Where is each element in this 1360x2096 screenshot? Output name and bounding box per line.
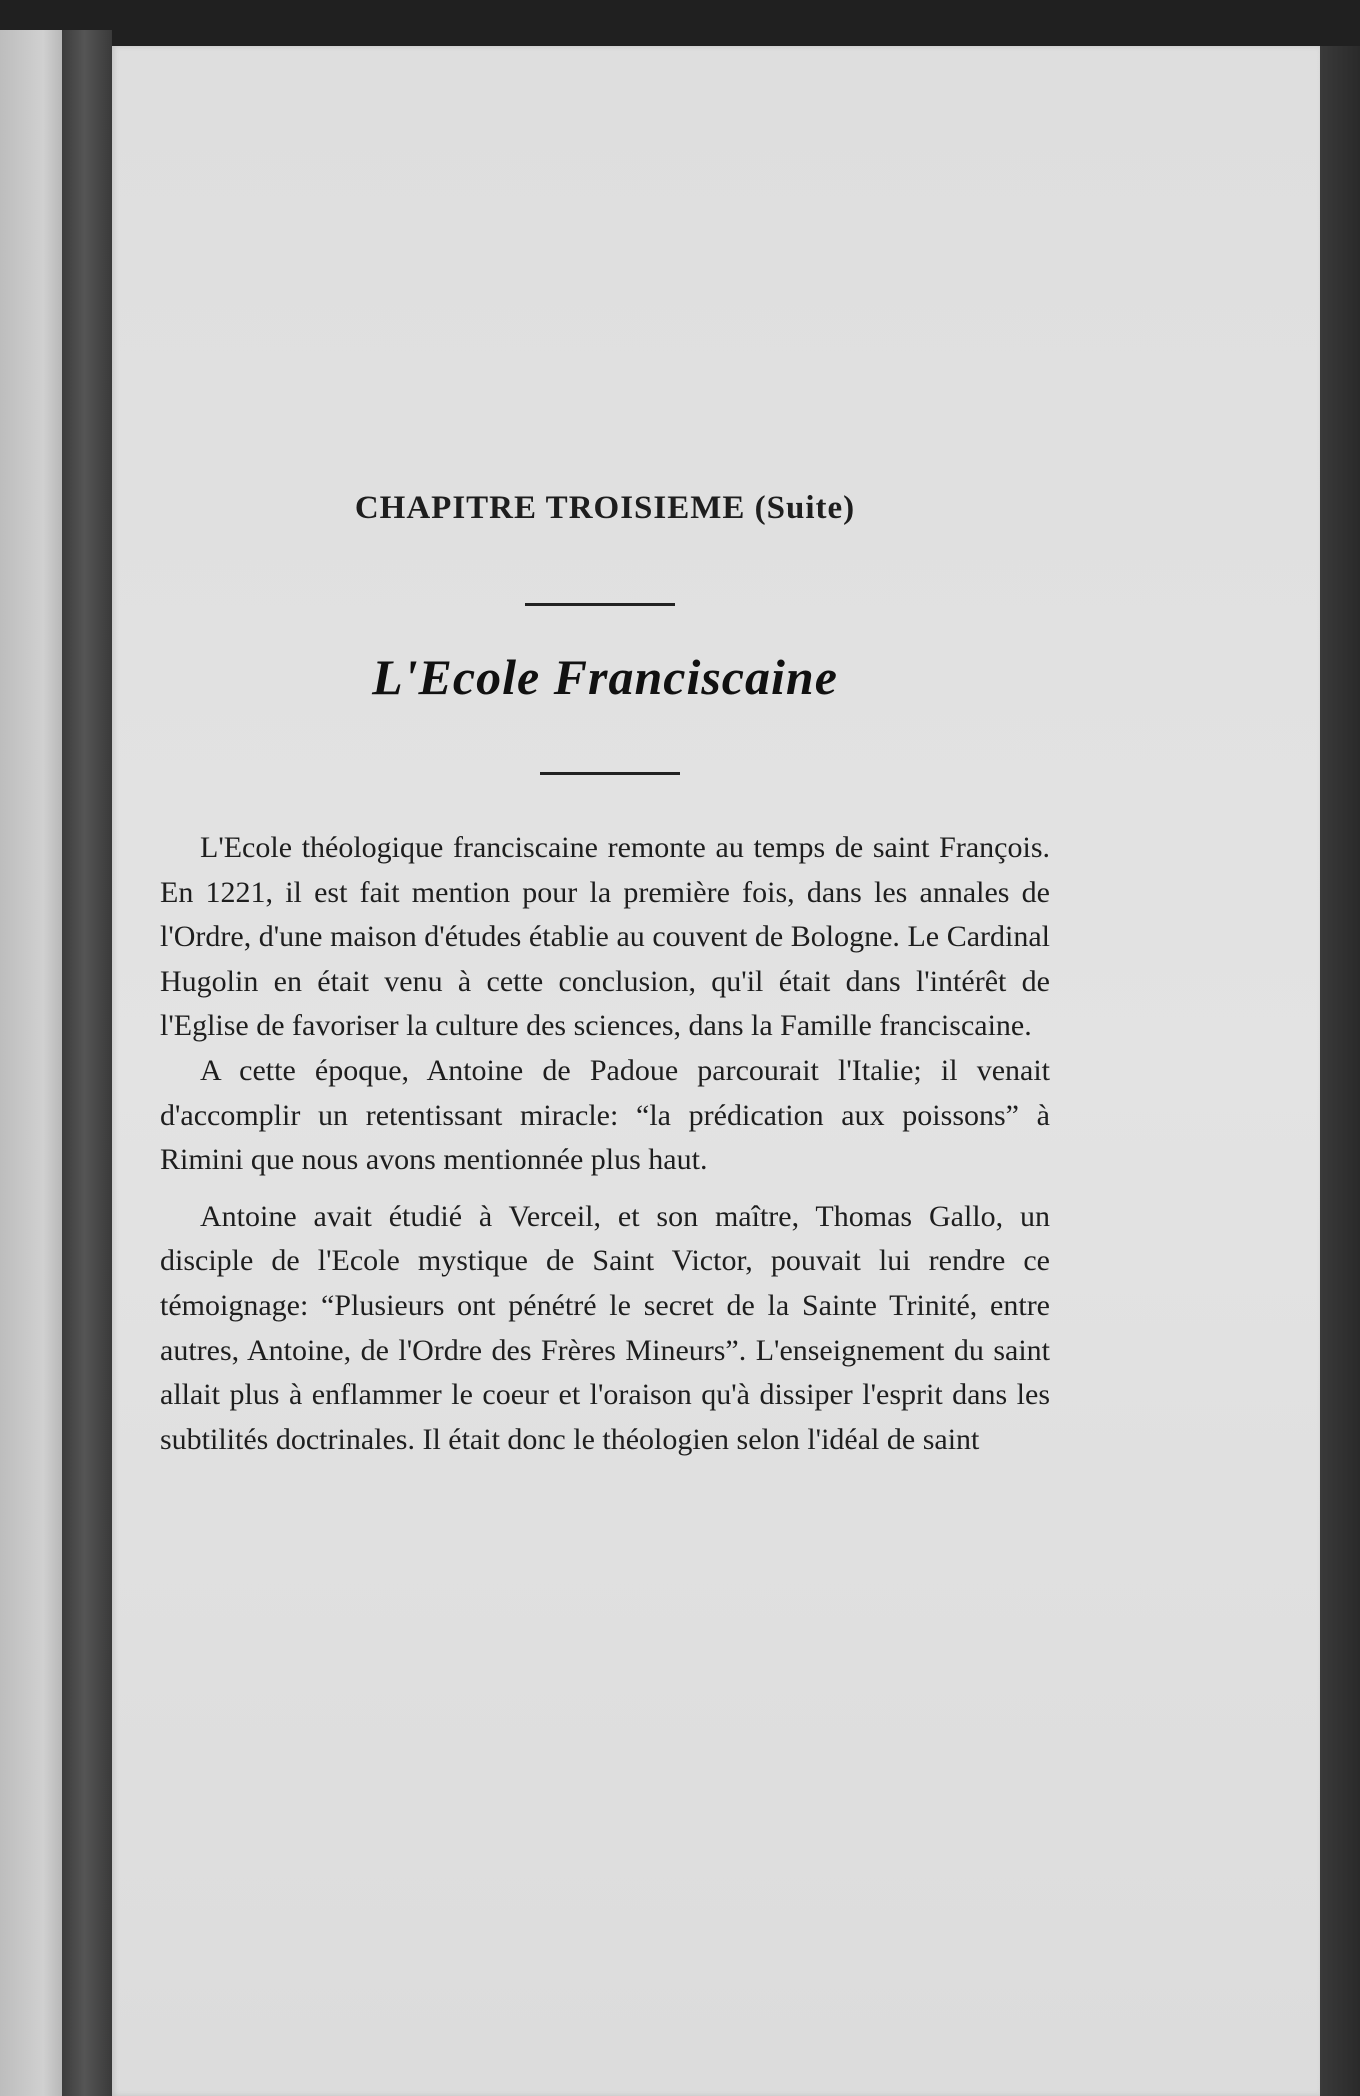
paragraph-2: A cette époque, Antoine de Padoue parcourait l'Italie; il venait d'accomplir un retentissant miracle: “la prédication aux poissons” à Rimini que nous avons mentionnée plus haut. <box>160 1053 1050 1177</box>
section-title: L'Ecole Franciscaine <box>372 649 838 705</box>
paragraph-3: Antoine avait étudié à Verceil, et son maître, Thomas Gallo, un disciple de l'Ecole mystique de Saint Victor, pouvait lui rendre ce témoignage: “Plusieurs ont pénétré le secret de la Sainte Trinité, entre autres, Antoine, de l'Ordre des Frères Mineurs”. L'enseignement du saint allait plus à enflammer le coeur et l'oraison qu'à dissiper l'esprit dans les subtilités doctrinales. Il était donc le théologien selon l'idéal de saint <box>160 1199 1050 1456</box>
title-rule-bottom <box>540 772 680 775</box>
title-rule-top <box>525 603 675 606</box>
paragraph-1: L'Ecole théologique franciscaine remonte au temps de saint François. En 1221, il est fait mention pour la première fois, dans les annales de l'Ordre, d'une maison d'études établie au couvent de Bologne. Le Cardinal Hugolin en était venu à cette conclusion, qu'il était dans l'intérêt de l'Eglise de favoriser la culture des sciences, dans la Famille franciscaine. <box>160 831 1050 1043</box>
body-text <box>160 826 1050 1462</box>
chapter-title: CHAPITRE TROISIEME (Suite) <box>354 490 856 526</box>
left-page-edge <box>0 30 62 2096</box>
right-page-edge <box>1320 46 1360 2096</box>
book-binding <box>62 30 112 2096</box>
